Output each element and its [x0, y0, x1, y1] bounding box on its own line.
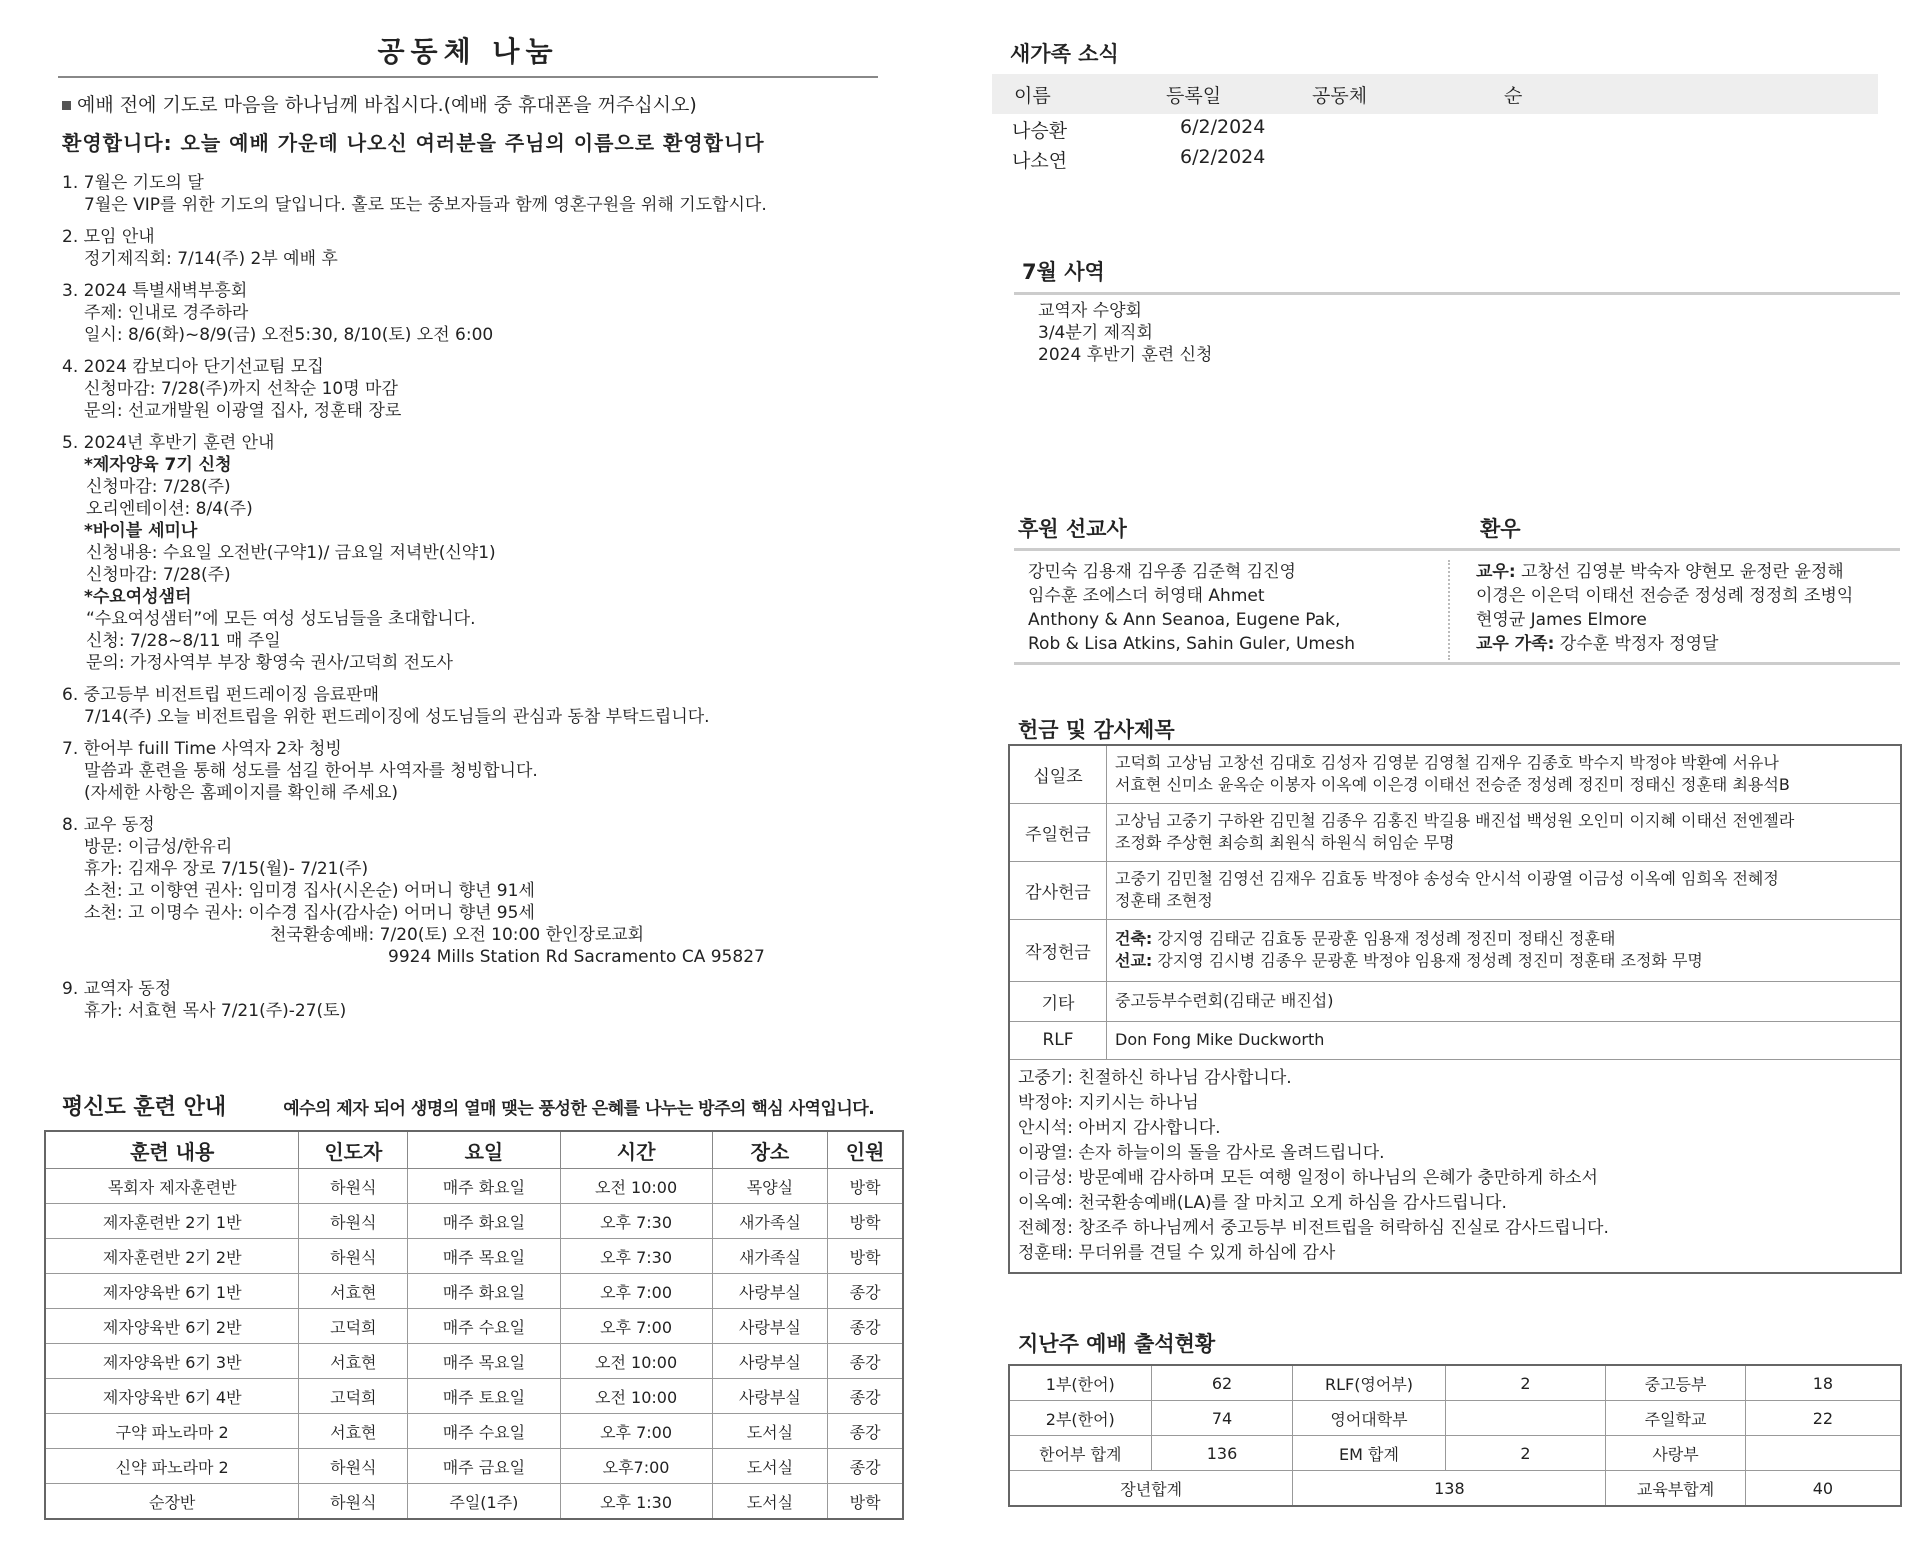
thanks-note: 이금성: 방문예배 감사하며 모든 여행 일정이 하나님의 은혜가 충만하게 하소서: [1018, 1167, 1598, 1188]
sick-text: 강수훈 박정자 정영달: [1554, 634, 1719, 654]
training-cell: 오전 10:00: [560, 1379, 712, 1414]
announcement-line: 천국환송예배: 7/20(토) 오전 10:00 한인장로교회: [270, 925, 645, 945]
offering-names: [1107, 981, 1902, 1021]
training-table: [44, 1130, 904, 1520]
offering-label: 십일조: [1009, 745, 1107, 803]
training-row: [45, 1344, 903, 1379]
offering-names-line: 조정화 주상현 최승희 최원식 하원식 허임순 무명: [1115, 833, 1455, 852]
announcement-line: 문의: 가정사역부 부장 황영숙 권사/고덕희 전도사: [86, 653, 453, 673]
training-cell: 오후 1:30: [560, 1484, 712, 1520]
announcement-line: 정기제직회: 7/14(주) 2부 예배 후: [84, 249, 338, 269]
training-cell: 하원식: [299, 1239, 408, 1274]
attendance-count: 136: [1151, 1436, 1293, 1471]
announcement-line: 신청마감: 7/28(주): [86, 565, 231, 585]
announcement-line: 9924 Mills Station Rd Sacramento CA 95827: [388, 947, 765, 967]
announcement-line: 신청마감: 7/28(주): [86, 477, 231, 497]
training-column-header: 장소: [712, 1131, 828, 1169]
july-ministry-item: 3/4분기 제직회: [1038, 323, 1153, 343]
training-cell: 종강: [828, 1449, 903, 1484]
offering-category-names: 강지영 김시병 김종우 문광훈 박정야 임용재 정성례 정진미 정훈태 조정화 무명: [1152, 951, 1703, 970]
training-cell: 제자양육반 6기 3반: [45, 1344, 299, 1379]
training-cell: 오후 7:00: [560, 1309, 712, 1344]
training-cell: 신약 파노라마 2: [45, 1449, 299, 1484]
offering-names: [1107, 803, 1902, 861]
attendance-count: 2: [1445, 1436, 1606, 1471]
training-cell: 새가족실: [712, 1239, 828, 1274]
training-cell: 하원식: [299, 1204, 408, 1239]
attendance-label: RLF(영어부): [1293, 1365, 1445, 1401]
new-family-column-header: 순: [1504, 85, 1523, 107]
attendance-row: [1009, 1436, 1901, 1471]
sick-label: 교우:: [1476, 562, 1516, 582]
announcement-item: [62, 172, 902, 216]
divider: [1014, 548, 1900, 551]
announcement-line: 휴가: 서효현 목사 7/21(주)-27(토): [84, 1001, 347, 1021]
worship-note: [62, 90, 902, 117]
training-row: [45, 1204, 903, 1239]
sick-members-title: 환우: [1480, 517, 1521, 541]
offering-row: [1009, 919, 1901, 981]
worship-note-text: 예배 전에 기도로 마음을 하나님께 바칩시다.(예배 중 휴대폰을 꺼주십시오): [77, 94, 697, 116]
attendance-label: 교육부합계: [1606, 1471, 1745, 1507]
offering-names-line: [1115, 950, 1892, 972]
training-cell: 구약 파노라마 2: [45, 1414, 299, 1449]
announcement-line: 방문: 이금성/한유리: [84, 837, 233, 857]
july-ministry-item: 2024 후반기 훈련 신청: [1038, 345, 1213, 365]
training-cell: 방학: [828, 1169, 903, 1204]
attendance-count: 138: [1293, 1471, 1606, 1507]
training-cell: 종강: [828, 1309, 903, 1344]
training-row: [45, 1449, 903, 1484]
training-cell: 매주 목요일: [408, 1239, 560, 1274]
announcement-heading: 6. 중고등부 비전트립 펀드레이징 음료판매: [62, 685, 380, 705]
missionary-line: 임수훈 조에스더 허영태 Ahmet: [1028, 586, 1265, 606]
attendance-label: 영어대학부: [1293, 1401, 1445, 1436]
offering-category-label: 건축:: [1115, 929, 1153, 948]
announcement-line: “수요여성샘터”에 모든 여성 성도님들을 초대합니다.: [86, 609, 476, 629]
announcement-line: 휴가: 김재우 장로 7/15(월)- 7/21(주): [84, 859, 369, 879]
thanks-notes: [1009, 1059, 1901, 1273]
training-cell: 오후 7:30: [560, 1239, 712, 1274]
training-column-header: 요일: [408, 1131, 560, 1169]
announcement-heading: 2. 모임 안내: [62, 227, 155, 247]
training-cell: 사랑부실: [712, 1309, 828, 1344]
offering-names-line: 서효현 신미소 윤옥순 이봉자 이옥예 이은경 이태선 전승준 정성례 정진미 정태신 정훈태 최용석B: [1115, 775, 1790, 795]
training-row: [45, 1484, 903, 1520]
announcement-heading: 7. 한어부 fuill Time 사역자 2차 청빙: [62, 739, 342, 759]
offering-names-line: 고중기 김민철 김영선 김재우 김효동 박정야 송성숙 안시석 이광열 이금성 이옥예 임희옥 전혜정: [1115, 869, 1779, 888]
sick-line: [1476, 632, 1916, 656]
attendance-row: [1009, 1401, 1901, 1436]
training-title: 평신도 훈련 안내: [62, 1095, 227, 1120]
attendance-label: 한어부 합계: [1009, 1436, 1151, 1471]
announcement-heading: 4. 2024 캄보디아 단기선교팀 모집: [62, 357, 324, 377]
training-subtitle: 예수의 제자 되어 생명의 열매 맺는 풍성한 은혜를 나누는 방주의 핵심 사역입니다.: [283, 1099, 875, 1119]
training-column-header: 시간: [560, 1131, 712, 1169]
training-column-header: 인도자: [299, 1131, 408, 1169]
training-cell: 서효현: [299, 1274, 408, 1309]
welcome-message: 환영합니다: 오늘 예배 가운데 나오신 여러분을 주님의 이름으로 환영합니다: [62, 131, 765, 155]
training-cell: 사랑부실: [712, 1379, 828, 1414]
announcement-line: 말씀과 훈련을 통해 성도를 섬길 한어부 사역자를 청빙합니다.: [84, 761, 538, 781]
sick-line: 이경은 이은덕 이태선 전승준 정성례 정정희 조병익: [1476, 586, 1854, 606]
announcement-heading: 5. 2024년 후반기 훈련 안내: [62, 433, 275, 453]
training-cell: 방학: [828, 1239, 903, 1274]
new-family-name: 나소연: [1012, 150, 1068, 172]
training-table-header: [45, 1131, 903, 1169]
offering-table: [1008, 744, 1902, 1274]
missionary-line: 강민숙 김용재 김우종 김준혁 김진영: [1028, 562, 1296, 582]
announcement-heading: 3. 2024 특별새벽부흥회: [62, 281, 248, 301]
announcement-item: [62, 978, 902, 1022]
left-column: [62, 30, 902, 1512]
july-ministry-list: [1038, 300, 1212, 366]
training-cell: 종강: [828, 1274, 903, 1309]
offering-names: [1107, 861, 1902, 919]
training-row: [45, 1169, 903, 1204]
training-cell: 하원식: [299, 1484, 408, 1520]
offering-names: [1107, 1021, 1902, 1059]
offering-label: 감사헌금: [1009, 861, 1107, 919]
announcement-line: (자세한 사항은 홈페이지를 확인해 주세요): [84, 783, 399, 803]
offering-category-names: 강지영 김태군 김효동 문광훈 임용재 정성례 정진미 정태신 정훈태: [1152, 929, 1616, 948]
new-family-column-header: 등록일: [1166, 85, 1222, 107]
training-cell: 주일(1주): [408, 1484, 560, 1520]
offering-row: [1009, 861, 1901, 919]
missionaries-list: [1028, 560, 1448, 656]
missionary-line: Rob & Lisa Atkins, Sahin Guler, Umesh: [1028, 634, 1356, 654]
page-title: 공동체 나눔: [58, 30, 878, 78]
training-cell: 고덕희: [299, 1379, 408, 1414]
new-family-header: [992, 74, 1878, 114]
training-header: [62, 1090, 912, 1121]
announcement-line: 오리엔테이션: 8/4(주): [86, 499, 253, 519]
missionaries-title: 후원 선교사: [1018, 517, 1127, 541]
offering-label: 주일헌금: [1009, 803, 1107, 861]
training-cell: 사랑부실: [712, 1274, 828, 1309]
attendance-count: 2: [1445, 1365, 1606, 1401]
offering-title: 헌금 및 감사제목: [1018, 718, 1175, 742]
training-row: [45, 1309, 903, 1344]
new-family-title: 새가족 소식: [1010, 42, 1119, 66]
announcement-line: 문의: 선교개발원 이광열 집사, 정훈태 장로: [84, 401, 402, 421]
announcement-line: 신청마감: 7/28(주)까지 선착순 10명 마감: [84, 379, 398, 399]
training-cell: 매주 화요일: [408, 1169, 560, 1204]
attendance-label: 주일학교: [1606, 1401, 1745, 1436]
training-cell: 종강: [828, 1344, 903, 1379]
training-cell: 하원식: [299, 1449, 408, 1484]
offering-names-line: 고덕희 고상님 고창선 김대호 김성자 김영분 김영철 김재우 김종호 박수지 박정야 박환예 서유나: [1115, 753, 1779, 773]
training-cell: 매주 금요일: [408, 1449, 560, 1484]
sick-members-list: [1476, 560, 1916, 656]
training-cell: 종강: [828, 1379, 903, 1414]
offering-category-label: 선교:: [1115, 951, 1153, 970]
new-family-column-header: 공동체: [1312, 85, 1368, 107]
training-cell: 매주 화요일: [408, 1204, 560, 1239]
attendance-count: 40: [1745, 1471, 1901, 1507]
attendance-table: [1008, 1364, 1902, 1507]
offering-row: [1009, 981, 1901, 1021]
attendance-count: [1745, 1436, 1901, 1471]
offering-names: [1107, 919, 1902, 981]
training-cell: 제자훈련반 2기 2반: [45, 1239, 299, 1274]
training-cell: 제자양육반 6기 2반: [45, 1309, 299, 1344]
announcement-item: [62, 684, 902, 728]
offering-row: [1009, 803, 1901, 861]
attendance-count: 62: [1151, 1365, 1293, 1401]
attendance-title: 지난주 예배 출석현황: [1018, 1332, 1216, 1356]
announcement-line: 주제: 인내로 경주하라: [84, 303, 249, 323]
training-row: [45, 1274, 903, 1309]
announcement-line: 신청: 7/28~8/11 매 주일: [86, 631, 281, 651]
thanks-notes-row: [1009, 1059, 1901, 1273]
offering-row: [1009, 1021, 1901, 1059]
training-cell: 매주 토요일: [408, 1379, 560, 1414]
training-cell: 서효현: [299, 1414, 408, 1449]
attendance-count: 74: [1151, 1401, 1293, 1436]
offering-names-line: [1115, 928, 1892, 950]
sick-line: [1476, 560, 1916, 584]
training-cell: 서효현: [299, 1344, 408, 1379]
attendance-count: 22: [1745, 1401, 1901, 1436]
offering-names-line: 정훈태 조현정: [1115, 891, 1213, 910]
training-cell: 방학: [828, 1204, 903, 1239]
july-ministry-title: 7월 사역: [1022, 260, 1105, 284]
training-cell: 오전 10:00: [560, 1169, 712, 1204]
announcement-line: 7월은 VIP를 위한 기도의 달입니다. 홀로 또는 중보자들과 함께 영혼구원을 위해 기도합시다.: [84, 195, 767, 215]
new-family-date: 6/2/2024: [1180, 116, 1266, 138]
attendance-label: 2부(한어): [1009, 1401, 1151, 1436]
announcement-line: 일시: 8/6(화)~8/9(금) 오전5:30, 8/10(토) 오전 6:00: [84, 325, 494, 345]
training-row: [45, 1414, 903, 1449]
thanks-note: 박정야: 지키시는 하나님: [1018, 1092, 1199, 1113]
announcement-line: *수요여성샘터: [84, 587, 192, 607]
sick-text: 고창선 김영분 박숙자 양현모 윤정란 윤정해: [1515, 562, 1844, 582]
training-cell: 제자양육반 6기 4반: [45, 1379, 299, 1414]
announcement-line: *제자양육 7기 신청: [84, 455, 232, 475]
announcement-list: [62, 172, 902, 1022]
announcement-line: *바이블 세미나: [84, 521, 198, 541]
training-cell: 매주 수요일: [408, 1309, 560, 1344]
training-row: [45, 1239, 903, 1274]
thanks-note: 이광열: 손자 하늘이의 돌을 감사로 올려드립니다.: [1018, 1142, 1385, 1163]
training-cell: 순장반: [45, 1484, 299, 1520]
attendance-label: 1부(한어): [1009, 1365, 1151, 1401]
training-cell: 오전 10:00: [560, 1344, 712, 1379]
training-cell: 고덕희: [299, 1309, 408, 1344]
sick-label: 교우 가족:: [1476, 634, 1555, 654]
training-cell: 오후 7:00: [560, 1274, 712, 1309]
offering-names-line: 중고등부수련회(김태군 배진섭): [1115, 991, 1334, 1010]
training-cell: 사랑부실: [712, 1344, 828, 1379]
training-row: [45, 1379, 903, 1414]
training-cell: 오후 7:00: [560, 1414, 712, 1449]
training-cell: 새가족실: [712, 1204, 828, 1239]
square-bullet-icon: [62, 101, 71, 110]
announcement-line: 신청내용: 수요일 오전반(구약1)/ 금요일 저녁반(신약1): [86, 543, 496, 563]
thanks-note: 안시석: 아버지 감사합니다.: [1018, 1117, 1221, 1138]
announcement-item: [62, 226, 902, 270]
attendance-row: [1009, 1365, 1901, 1401]
dotted-divider: [1448, 560, 1450, 660]
offering-label: RLF: [1009, 1021, 1107, 1059]
thanks-note: 정훈태: 무더위를 견딜 수 있게 하심에 감사: [1018, 1242, 1336, 1263]
announcement-item: [62, 432, 902, 674]
training-cell: 하원식: [299, 1169, 408, 1204]
training-cell: 매주 목요일: [408, 1344, 560, 1379]
training-cell: 오후7:00: [560, 1449, 712, 1484]
training-cell: 도서실: [712, 1449, 828, 1484]
training-cell: 도서실: [712, 1484, 828, 1520]
attendance-total-row: [1009, 1471, 1901, 1507]
announcement-line: 7/14(주) 오늘 비전트립을 위한 펀드레이징에 성도님들의 관심과 동참 부탁드립니다.: [84, 707, 710, 727]
attendance-count: 18: [1745, 1365, 1901, 1401]
attendance-count: [1445, 1401, 1606, 1436]
announcement-item: [62, 356, 902, 422]
training-column-header: 훈련 내용: [45, 1131, 299, 1169]
offering-names-line: Don Fong Mike Duckworth: [1115, 1030, 1325, 1049]
training-cell: 제자훈련반 2기 1반: [45, 1204, 299, 1239]
thanks-note: 전혜정: 창조주 하나님께서 중고등부 비전트립을 허락하심 진실로 감사드립니다.: [1018, 1217, 1609, 1238]
training-column-header: 인원: [828, 1131, 903, 1169]
new-family-column-header: 이름: [1014, 85, 1051, 107]
training-cell: 목양실: [712, 1169, 828, 1204]
training-cell: 오후 7:30: [560, 1204, 712, 1239]
sick-line: 현영균 James Elmore: [1476, 610, 1647, 630]
offering-names: [1107, 745, 1902, 803]
training-cell: 매주 화요일: [408, 1274, 560, 1309]
july-ministry-item: 교역자 수양회: [1038, 301, 1142, 321]
attendance-label: 중고등부: [1606, 1365, 1745, 1401]
missionary-line: Anthony & Ann Seanoa, Eugene Pak,: [1028, 610, 1341, 630]
training-cell: 제자양육반 6기 1반: [45, 1274, 299, 1309]
divider: [1014, 662, 1900, 665]
thanks-note: 고중기: 친절하신 하나님 감사합니다.: [1018, 1067, 1292, 1088]
offering-row: [1009, 745, 1901, 803]
divider: [1014, 292, 1900, 295]
offering-label: 기타: [1009, 981, 1107, 1021]
training-cell: 방학: [828, 1484, 903, 1520]
new-family-date: 6/2/2024: [1180, 146, 1266, 168]
announcement-line: 소천: 고 이향연 권사: 임미경 집사(시온순) 어머니 향년 91세: [84, 881, 535, 901]
offering-names-line: 고상님 고중기 구하완 김민철 김종우 김홍진 박길용 배진섭 백성원 오인미 이지혜 이태선 전엔젤라: [1115, 811, 1795, 830]
announcement-heading: 8. 교우 동정: [62, 815, 155, 835]
offering-label: 작정헌금: [1009, 919, 1107, 981]
attendance-label: 장년합계: [1009, 1471, 1293, 1507]
training-cell: 매주 수요일: [408, 1414, 560, 1449]
announcement-heading: 1. 7월은 기도의 달: [62, 173, 204, 193]
training-cell: 종강: [828, 1414, 903, 1449]
attendance-label: 사랑부: [1606, 1436, 1745, 1471]
announcement-heading: 9. 교역자 동정: [62, 979, 172, 999]
thanks-note: 이옥예: 천국환송예배(LA)를 잘 마치고 오게 하심을 감사드립니다.: [1018, 1192, 1507, 1213]
training-cell: 목회자 제자훈련반: [45, 1169, 299, 1204]
announcement-item: [62, 738, 902, 804]
announcement-item: [62, 280, 902, 346]
new-family-name: 나승환: [1012, 120, 1068, 142]
training-cell: 도서실: [712, 1414, 828, 1449]
announcement-item: [62, 814, 902, 968]
attendance-label: EM 합계: [1293, 1436, 1445, 1471]
announcement-line: 소천: 고 이명수 권사: 이수경 집사(감사순) 어머니 향년 95세: [84, 903, 535, 923]
